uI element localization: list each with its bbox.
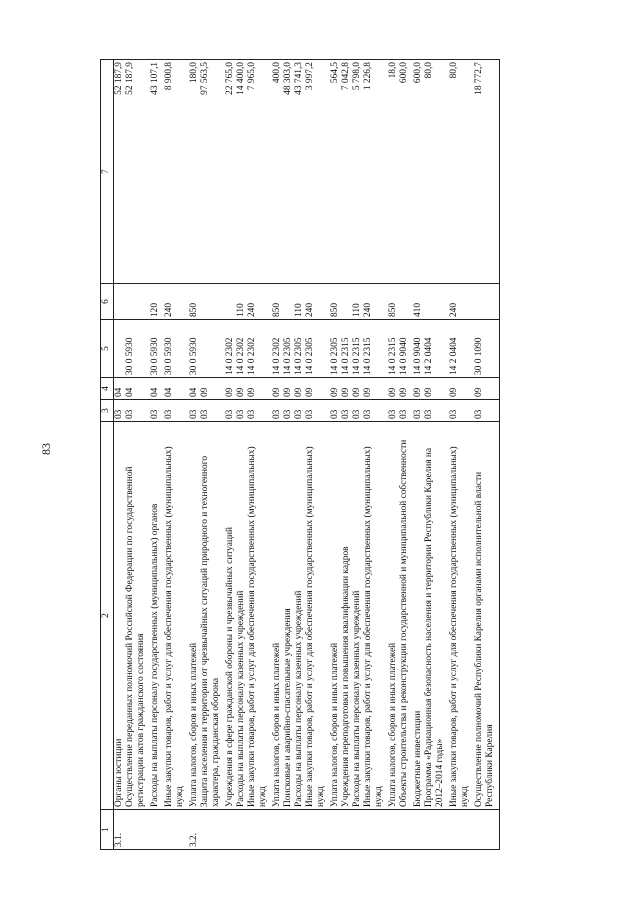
subsection-code: 09 <box>449 378 471 400</box>
table-row <box>388 60 410 850</box>
row-name-line: Расходы на выплаты персоналу казенных учреждений <box>294 590 304 807</box>
row-name-line: Органы юстиции <box>114 738 124 807</box>
section-code: 03 <box>449 400 471 422</box>
spacer-cell <box>496 422 500 810</box>
table-row <box>189 60 222 850</box>
row-name-line: Иные закупки товаров, работ и услуг для обеспечения государственных (муниципальных) нужд <box>305 446 326 807</box>
section-code: 03 <box>164 400 186 422</box>
spacer-cell <box>496 284 500 320</box>
expense-type-code <box>474 284 496 320</box>
section-code: 03 03 03 03 <box>330 400 385 422</box>
table-row <box>330 60 385 850</box>
expense-type-code: 850 <box>388 284 410 320</box>
row-name <box>189 422 222 810</box>
target-article-code: 30 0 5930 <box>189 320 222 378</box>
row-name-line: Уплата налогов, сборов и иных платежей <box>189 642 199 807</box>
table-body <box>114 60 500 850</box>
subsection-code: 09 <box>474 378 496 400</box>
amount-value: 43 107,1 <box>150 60 161 284</box>
target-article-code: 14 0 9040 14 2 0404 <box>413 320 446 378</box>
spacer-cell <box>496 60 500 284</box>
spacer-cell <box>496 320 500 378</box>
section-code: 03 03 <box>189 400 222 422</box>
amount-value: 52 187,9 52 187,9 <box>114 60 148 284</box>
row-name-line: Уплата налогов, сборов и иных платежей <box>330 642 340 807</box>
expense-type-code: 410 <box>413 284 446 320</box>
subsection-code: 09 09 <box>388 378 410 400</box>
row-number <box>474 810 496 850</box>
row-name-line: Иные закупки товаров, работ и услуг для обеспечения государственных (муниципальных) нужд <box>449 446 470 807</box>
row-name-line: Иные закупки товаров, работ и услуг для обеспечения государственных (муниципальных) нужд <box>247 446 268 807</box>
subsection-code: 09 09 <box>413 378 446 400</box>
expense-type-code: 110 240 <box>225 284 269 320</box>
header-col-6: 6 <box>101 284 114 320</box>
row-name <box>150 422 161 810</box>
row-name-line: Уплата налогов, сборов и иных платежей <box>388 642 398 807</box>
amount-value: 22 765,0 14 400,0 7 965,0 <box>225 60 269 284</box>
row-name-line: Защита населения и территории от чрезвычайных ситуаций природного и техногенного характера, гражданская оборона <box>200 455 221 807</box>
row-number <box>225 810 269 850</box>
header-col-2: 2 <box>101 422 114 810</box>
spacer-cell <box>496 400 500 422</box>
target-article-code: 14 0 2305 14 0 2315 14 0 2315 14 0 2315 <box>330 320 385 378</box>
amount-value: 18 772,7 <box>474 60 496 284</box>
table-row <box>150 60 161 850</box>
budget-table <box>100 59 500 850</box>
table-header-row <box>101 60 114 850</box>
target-article-code: 30 0 5930 <box>114 320 148 378</box>
spacer-cell <box>496 378 500 400</box>
row-number: 3.2. <box>189 810 222 850</box>
row-spacer <box>496 60 500 850</box>
row-name <box>114 422 148 810</box>
row-name <box>272 422 327 810</box>
section-code: 03 03 <box>413 400 446 422</box>
page-number: 83 <box>39 443 53 455</box>
row-name-line: Осуществление переданных полномочий Российской Федерации по государственной регистрации актов гражданского состояния <box>125 466 146 807</box>
subsection-code: 04 <box>150 378 161 400</box>
row-number <box>388 810 410 850</box>
header-col-7: 7 <box>101 60 114 284</box>
amount-value: 8 900,8 <box>164 60 186 284</box>
row-name-line: Бюджетные инвестиции <box>413 710 423 807</box>
row-name-line: Учреждения в сфере гражданской обороны и чрезвычайных ситуаций <box>225 527 235 807</box>
row-name <box>225 422 269 810</box>
expense-type-code: 240 <box>164 284 186 320</box>
row-name-line: Поисковые и аварийно-спасательные учреждения <box>283 608 293 807</box>
row-number <box>272 810 327 850</box>
row-name-line: Осуществление полномочий Республики Карелия органами исполнительной власти Республики Карелия <box>474 471 495 807</box>
section-code: 03 03 <box>388 400 410 422</box>
row-name-line: Учреждения переподготовки и повышения квалификации кадров <box>341 546 351 807</box>
table-row <box>225 60 269 850</box>
header-col-3: 3 <box>101 400 114 422</box>
subsection-code: 04 <box>164 378 186 400</box>
table-row <box>474 60 496 850</box>
table-row <box>413 60 446 850</box>
amount-value: 18,0 600,0 <box>388 60 410 284</box>
budget-table-rotated <box>100 60 615 850</box>
row-name-line: Расходы на выплаты персоналу казенных учреждений <box>236 590 246 807</box>
subsection-code: 09 09 09 <box>225 378 269 400</box>
row-number: 3.1. <box>114 810 148 850</box>
expense-type-code <box>114 284 148 320</box>
row-name <box>388 422 410 810</box>
row-number <box>449 810 471 850</box>
row-number <box>330 810 385 850</box>
section-code: 03 <box>150 400 161 422</box>
row-name-line: Программа «Радиационная безопасность населения и территории Республики Карелия на 2012–2014 годы» <box>424 447 445 807</box>
target-article-code: 14 2 0404 <box>449 320 471 378</box>
target-article-code: 30 0 1090 <box>474 320 496 378</box>
row-number <box>150 810 161 850</box>
subsection-code: 09 09 09 09 <box>330 378 385 400</box>
row-name-line: Иные закупки товаров, работ и услуг для обеспечения государственных (муниципальных) нужд <box>164 446 185 807</box>
target-article-code: 14 0 2302 14 0 2305 14 0 2305 14 0 2305 <box>272 320 327 378</box>
subsection-code: 04 04 <box>114 378 148 400</box>
row-name-line: Расходы на выплаты персоналу государственных (муниципальных) органов <box>150 503 160 807</box>
row-name <box>474 422 496 810</box>
table-row <box>114 60 148 850</box>
row-name-line: Иные закупки товаров, работ и услуг для обеспечения государственных (муниципальных) нужд <box>363 446 384 807</box>
header-col-1: 1 <box>101 810 114 850</box>
row-name <box>164 422 186 810</box>
row-name <box>330 422 385 810</box>
expense-type-code: 850 <box>189 284 222 320</box>
row-name <box>413 422 446 810</box>
row-name-line: Расходы на выплаты персоналу казенных учреждений <box>352 590 362 807</box>
section-code: 03 <box>474 400 496 422</box>
header-col-5: 5 <box>101 320 114 378</box>
expense-type-code: 850 110 240 <box>330 284 385 320</box>
target-article-code: 30 0 5930 <box>150 320 161 378</box>
table-row <box>449 60 471 850</box>
row-number <box>413 810 446 850</box>
amount-value: 80,0 <box>449 60 471 284</box>
table-row <box>272 60 327 850</box>
amount-value: 180,0 97 563,5 <box>189 60 222 284</box>
row-number <box>164 810 186 850</box>
amount-value: 600,0 80,0 <box>413 60 446 284</box>
row-name-line: Объекты строительства и реконструкции государственной и муниципальной собственности <box>399 439 409 807</box>
row-name-line: Уплата налогов, сборов и иных платежей <box>272 642 282 807</box>
target-article-code: 14 0 2315 14 0 9040 <box>388 320 410 378</box>
expense-type-code: 120 <box>150 284 161 320</box>
amount-value: 564,5 7 042,8 5 798,0 1 226,8 <box>330 60 385 284</box>
subsection-code: 04 09 <box>189 378 222 400</box>
subsection-code: 09 09 09 09 <box>272 378 327 400</box>
amount-value: 400,0 48 303,0 43 741,3 3 997,2 <box>272 60 327 284</box>
target-article-code: 30 0 5930 <box>164 320 186 378</box>
header-col-4: 4 <box>101 378 114 400</box>
expense-type-code: 240 <box>449 284 471 320</box>
row-name <box>449 422 471 810</box>
section-code: 03 03 03 03 <box>272 400 327 422</box>
target-article-code: 14 0 2302 14 0 2302 14 0 2302 <box>225 320 269 378</box>
section-code: 03 03 03 <box>225 400 269 422</box>
section-code: 03 03 <box>114 400 148 422</box>
table-row <box>164 60 186 850</box>
spacer-cell <box>496 810 500 850</box>
expense-type-code: 850 110 240 <box>272 284 327 320</box>
